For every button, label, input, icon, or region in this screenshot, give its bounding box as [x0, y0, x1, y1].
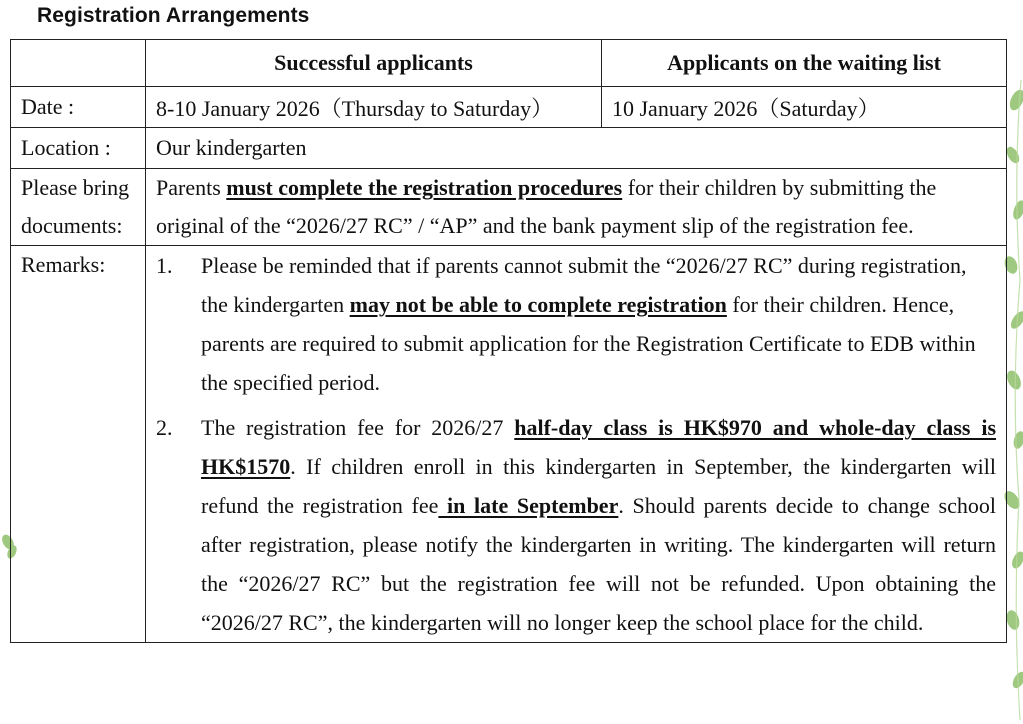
remark-text-emphasis: may not be able to complete registration [349, 292, 727, 317]
table-row-remarks [11, 246, 1007, 643]
documents-text-emphasis: must complete the registration procedures [226, 175, 623, 200]
date-label: Date : [11, 87, 146, 128]
date-successful: 8-10 January 2026（Thursday to Saturday） [146, 87, 602, 128]
remark-number: 2. [156, 415, 173, 440]
remark-item-1 [156, 246, 996, 402]
remark-text-after: for their children. Hence, parents are required to submit application for the Registration Certificate to EDB within the specified period. [201, 292, 976, 395]
documents-text-before: Parents [156, 175, 227, 200]
documents-label-line1: Please bring [21, 175, 130, 200]
remark-text-middle: . If children enroll in this kindergarten in September, the kindergarten will refund the registration fee [201, 454, 996, 518]
remark-text-before: The registration fee for 2026/27 [201, 415, 515, 440]
page-title: Registration Arrangements [37, 4, 310, 27]
remarks-label: Remarks: [11, 246, 146, 643]
table-row-date [11, 87, 1007, 128]
remark-text-emphasis-2: in late September [438, 493, 619, 518]
documents-text [146, 169, 1007, 246]
location-value: Our kindergarten [146, 128, 1007, 169]
header-empty [11, 40, 146, 87]
location-label: Location : [11, 128, 146, 169]
table-row-location [11, 128, 1007, 169]
table-header-row [11, 40, 1007, 87]
documents-label [11, 169, 146, 246]
documents-text-after: for their children by submitting the original of the “2026/27 RC” / “AP” and the bank payment slip of the registration fee. [156, 175, 937, 238]
documents-label-line2: documents: [21, 213, 123, 238]
remarks-content [146, 246, 1007, 643]
table-row-documents [11, 169, 1007, 246]
remark-item-2 [156, 408, 996, 642]
header-waiting-list: Applicants on the waiting list [602, 40, 1007, 87]
header-successful-applicants: Successful applicants [146, 40, 602, 87]
remark-text-before: Please be reminded that if parents cannot submit the “2026/27 RC” during registration, the kindergarten [201, 253, 967, 317]
date-waiting: 10 January 2026（Saturday） [602, 87, 1007, 128]
remark-text-after: . Should parents decide to change school after registration, please notify the kindergarten in writing. The kindergarten will return the “2026/27 RC” but the registration fee will not be refunded. Upon obtaining the “2026/27 RC”, the kindergarten will no longer keep the school place for the child. [201, 493, 996, 635]
remark-text-emphasis: half-day class is HK$970 and whole-day class is HK$1570 [201, 415, 997, 479]
remarks-list [156, 246, 996, 642]
remark-number: 1. [156, 253, 173, 278]
registration-table [10, 39, 1007, 643]
